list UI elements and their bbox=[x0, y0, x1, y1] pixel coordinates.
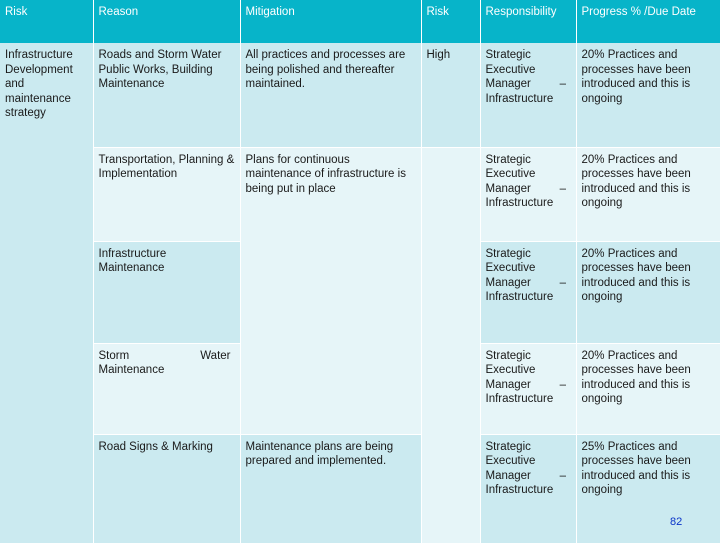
header-responsibility: Responsibility bbox=[480, 0, 576, 43]
page-number: 82 bbox=[670, 516, 683, 528]
table-row bbox=[0, 147, 720, 241]
reason-cell: Transportation, Planning & Implementation bbox=[93, 147, 240, 241]
reason-cell: Storm Water Maintenance bbox=[93, 343, 240, 434]
reason-cell: Road Signs & Marking bbox=[93, 434, 240, 543]
responsibility-cell: Strategic Executive Manager – Infrastructure bbox=[480, 241, 576, 343]
progress-cell: 25% Practices and processes have been introduced and this is ongoing bbox=[576, 434, 720, 543]
responsibility-cell: Strategic Executive Manager – Infrastructure bbox=[480, 434, 576, 543]
header-mitigation: Mitigation bbox=[240, 0, 421, 43]
header-reason: Reason bbox=[93, 0, 240, 43]
progress-cell: 20% Practices and processes have been introduced and this is ongoing bbox=[576, 343, 720, 434]
table-row bbox=[0, 434, 720, 543]
mitigation-cell: Maintenance plans are being prepared and implemented. bbox=[240, 434, 421, 543]
header-risk: Risk bbox=[0, 0, 93, 43]
table-row bbox=[0, 43, 720, 147]
progress-cell: 20% Practices and processes have been introduced and this is ongoing bbox=[576, 241, 720, 343]
risk-level-cell: High bbox=[421, 43, 480, 147]
mitigation-cell: All practices and processes are being polished and thereafter maintained. bbox=[240, 43, 421, 147]
header-progress: Progress % /Due Date bbox=[576, 0, 720, 43]
table-header-row bbox=[0, 0, 720, 43]
progress-cell: 20% Practices and processes have been introduced and this is ongoing bbox=[576, 147, 720, 241]
responsibility-cell: Strategic Executive Manager – Infrastructure bbox=[480, 343, 576, 434]
risk-name-cell: Infrastructure Development and maintenance strategy bbox=[0, 43, 93, 543]
responsibility-cell: Strategic Executive Manager – Infrastructure bbox=[480, 43, 576, 147]
progress-cell: 20% Practices and processes have been introduced and this is ongoing bbox=[576, 43, 720, 147]
reason-cell: Roads and Storm Water Public Works, Building Maintenance bbox=[93, 43, 240, 147]
header-risk-level: Risk bbox=[421, 0, 480, 43]
responsibility-cell: Strategic Executive Manager – Infrastructure bbox=[480, 147, 576, 241]
risk-level-cell-empty bbox=[421, 147, 480, 543]
mitigation-cell: Plans for continuous maintenance of infrastructure is being put in place bbox=[240, 147, 421, 434]
reason-cell: Infrastructure Maintenance bbox=[93, 241, 240, 343]
